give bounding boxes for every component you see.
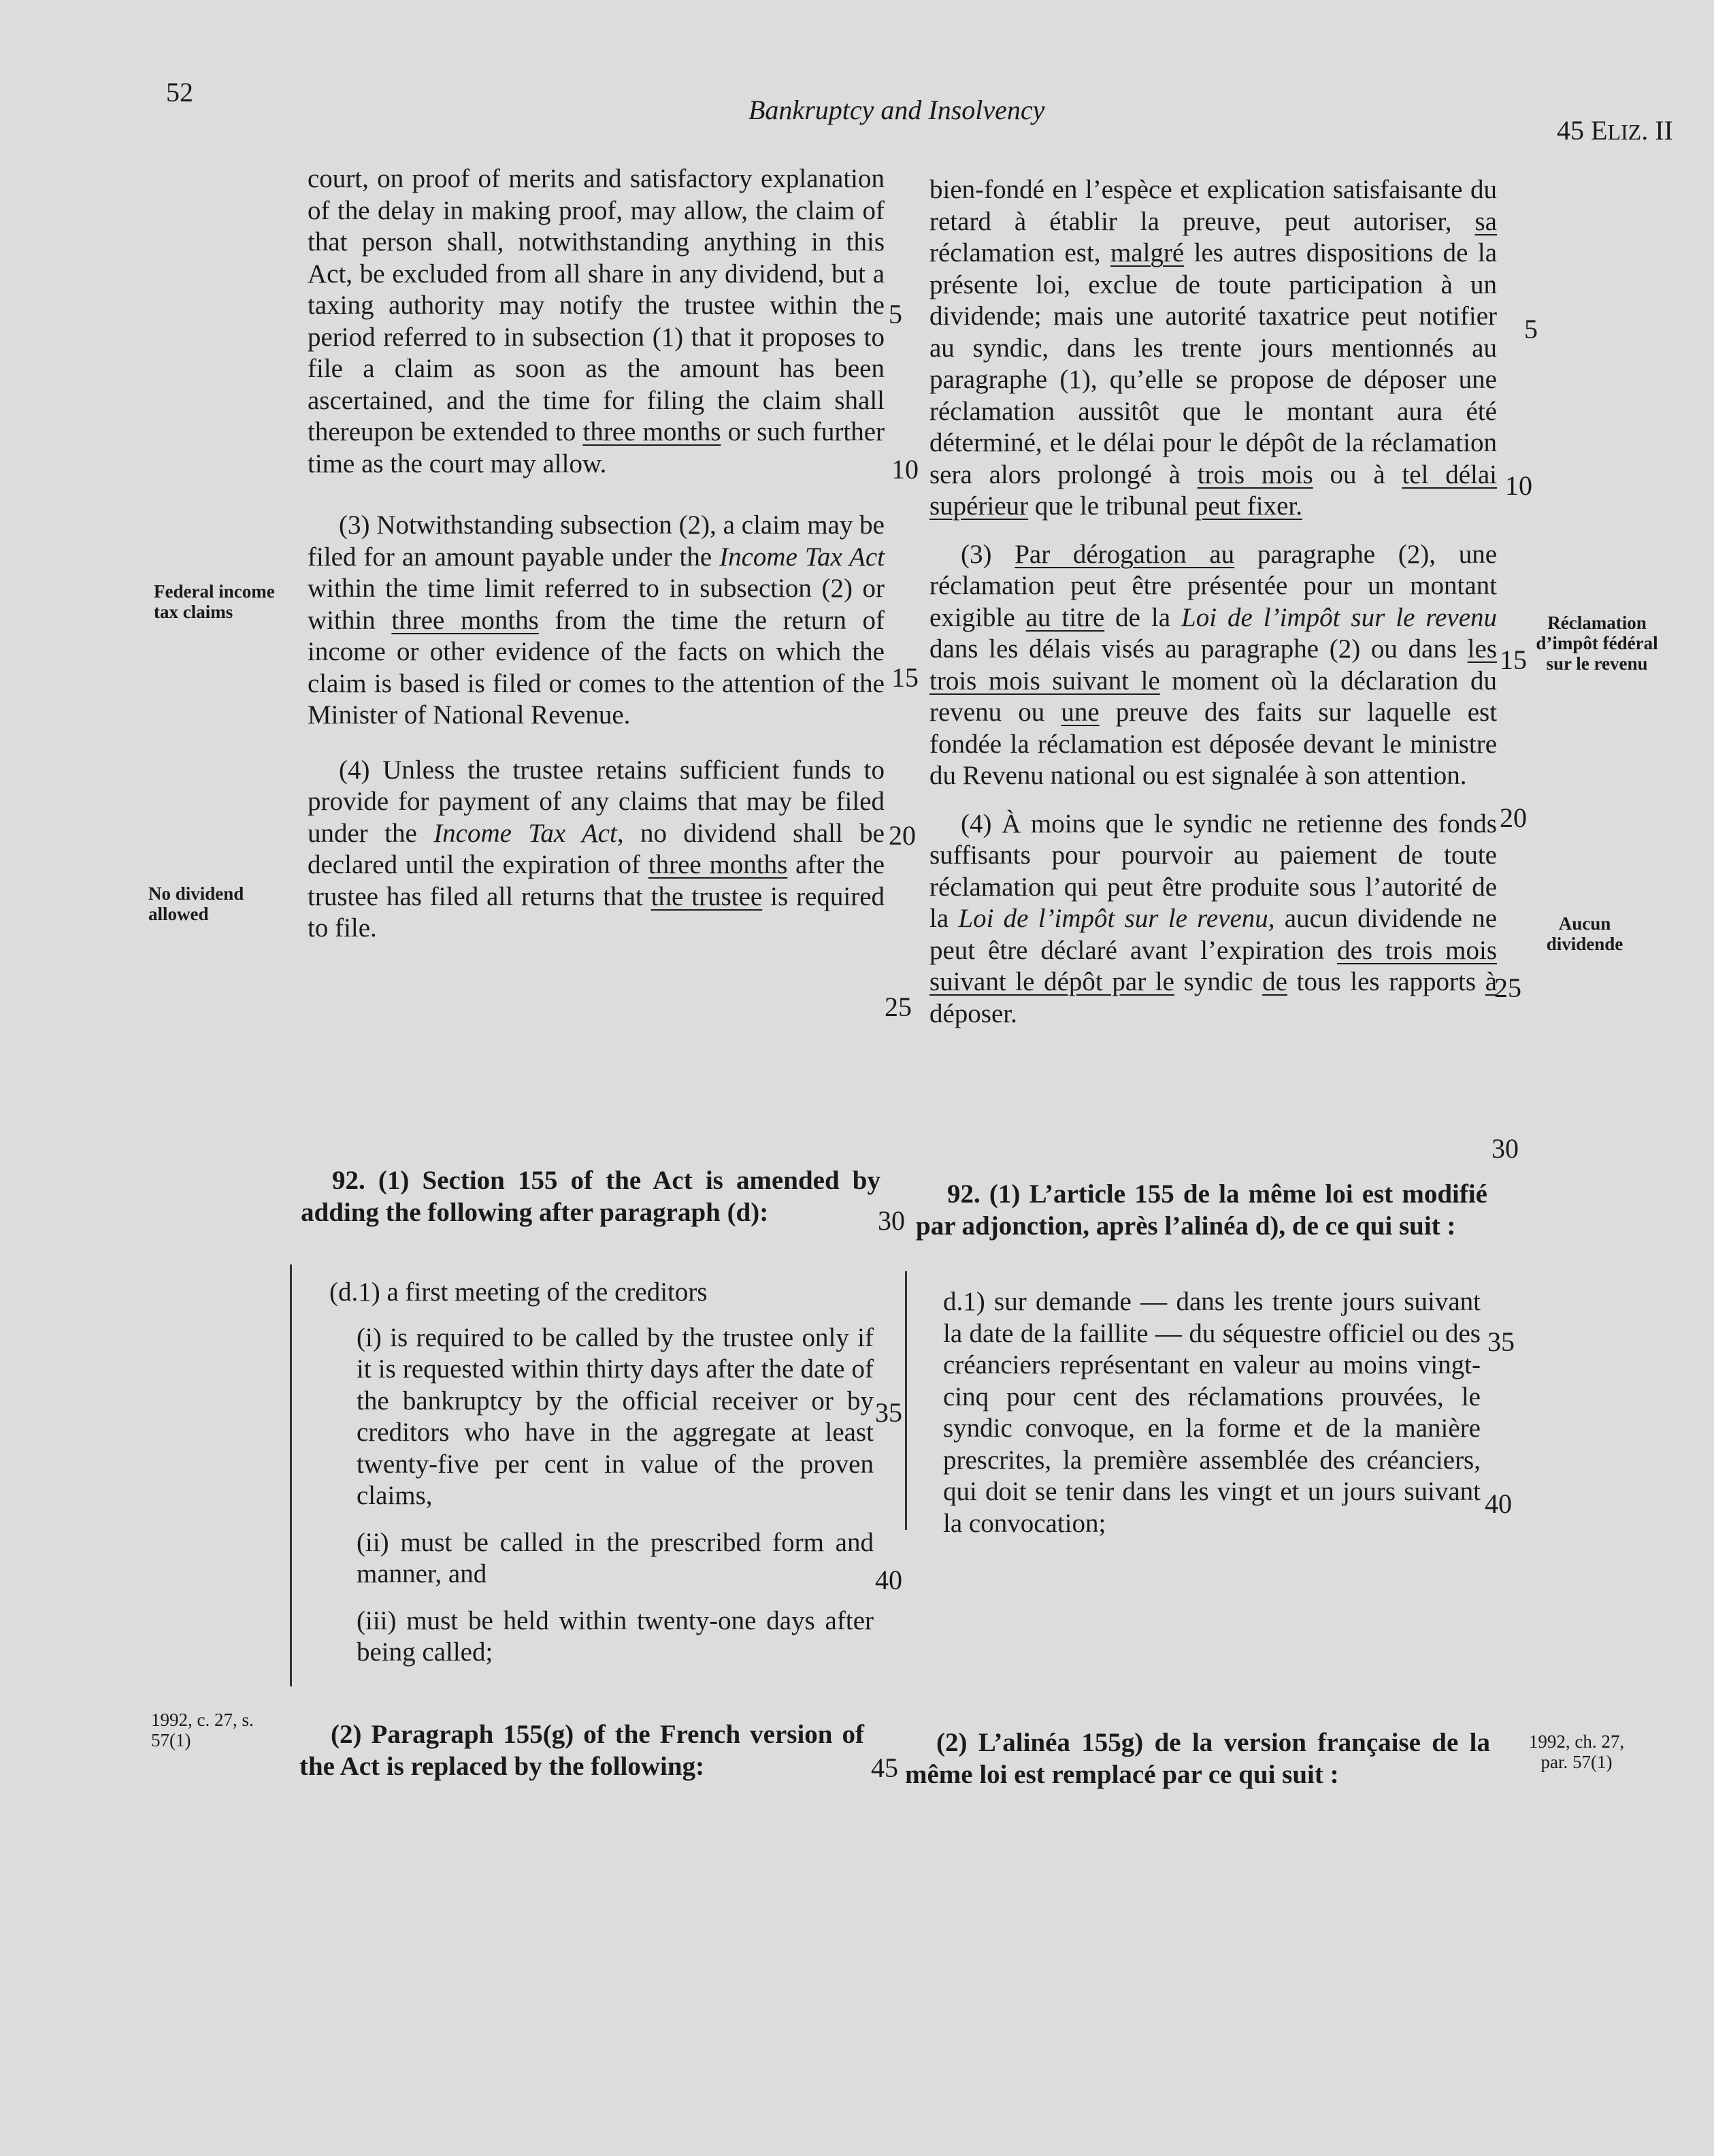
line-number-left: 30 <box>878 1205 905 1236</box>
en-paragraph-d1 <box>329 1277 874 1669</box>
en-subsection-4: (4) Unless the trustee retains sufficient funds to provide for payment of any claims that may be filed under the Income Tax Act, no dividend shall be declared until the expiration of three months after the trustee has filed all returns that the trustee is required to file. <box>308 755 885 943</box>
line-number-left: 25 <box>885 992 912 1022</box>
margin-note-citation-en: 1992, c. 27, s. 57(1) <box>151 1710 254 1750</box>
running-title: Bankruptcy and Insolvency <box>748 95 1045 125</box>
en-d1-label: (d.1) a first meeting of the creditors <box>329 1277 708 1307</box>
line-number-right: 10 <box>1505 470 1532 501</box>
line-number-left: 20 <box>889 820 916 851</box>
en-paragraph-continuation: court, on proof of merits and satisfactory explanation of the delay in making proof, may allow, the claim of that person shall, notwithstanding anything in this Act, be excluded from all share in any dividend, but a taxing authority may notify the trustee within the period referred to in subsection (1) that it proposes to file a claim as soon as the amount has been ascertained, and the time for filing the claim shall thereupon be extended to three months or such further time as the court may allow. <box>308 164 885 478</box>
page-number: 52 <box>166 77 193 108</box>
margin-note-aucun-dividende: Aucun dividende <box>1546 913 1624 954</box>
fr-subsection-4: (4) À moins que le syndic ne retienne des fonds suffisants pour pourvoir au paiement de toute réclamation qui peut être produite sous l’autorité de la Loi de l’impôt sur le revenu, aucun dividende ne peut être déclaré avant l’expiration des trois mois suivant le dépôt par le syndic de tous les rapports à déposer. <box>929 808 1498 1028</box>
line-number-left: 40 <box>875 1565 902 1595</box>
en-d1-ii: (ii) must be called in the prescribed form and manner, and <box>357 1527 874 1588</box>
line-number-left: 45 <box>871 1752 898 1783</box>
fr-paragraph-continuation: bien-fondé en l’espèce et explication satisfaisante du retard à établir la preuve, peut autoriser, sa réclamation est, malgré les autres dispositions de la présente loi, exclue de toute participation à un dividende; mais une autorité taxatrice peut notifier au syndic, dans les trente jours mentionnés au paragraphe (1), qu’elle se propose de déposer une réclamation aussitôt que le montant aura été déterminé, et le délai pour le dépôt de la réclamation sera alors prolongé à trois mois ou à tel délai supérieur que le tribunal peut fixer. <box>929 175 1498 521</box>
line-number-left: 5 <box>889 299 902 329</box>
amendment-bar-fr <box>905 1271 907 1530</box>
line-number-right: 15 <box>1500 644 1527 675</box>
margin-note-reclamation-impot-federal: Réclamation d’impôt fédéral sur le revenu <box>1536 612 1658 674</box>
french-column <box>929 174 1497 1030</box>
en-section-92-2: (2) Paragraph 155(g) of the French version of the Act is replaced by the following: <box>299 1720 864 1781</box>
line-number-right: 40 <box>1485 1488 1512 1519</box>
line-number-left: 10 <box>891 454 919 485</box>
en-d1-iii: (iii) must be held within twenty-one days after being called; <box>357 1605 874 1667</box>
amendment-bar-en <box>290 1264 292 1686</box>
line-number-right: 30 <box>1491 1133 1519 1164</box>
line-number-right: 5 <box>1524 314 1538 344</box>
margin-note-no-dividend-allowed: No dividend allowed <box>148 883 244 924</box>
fr-paragraph-d1: d.1) sur demande — dans les trente jours suivant la date de la faillite — du séquestre officiel ou des créanciers représentant en valeur au moins vingt-cinq pour cent des réclamations prouvées, le syndic convoque, en la forme et de la manière prescrites, la première assemblée des créanciers, qui doit se tenir dans les vingt et un jours suivant la convocation; <box>943 1287 1481 1538</box>
line-number-right: 20 <box>1500 802 1527 833</box>
en-d1-i: (i) is required to be called by the trustee only if it is requested within thirty days after the date of the bankruptcy by the official receiver or by creditors who have in the aggregate at least twenty-five per cent in value of the proven claims, <box>357 1322 874 1510</box>
fr-section-92-heading: 92. (1) L’article 155 de la même loi est modifié par adjonction, après l’alinéa d), de ce qui suit : <box>916 1179 1487 1241</box>
line-number-left: 35 <box>875 1397 902 1428</box>
fr-subsection-3: (3) Par dérogation au paragraphe (2), une réclamation peut être présentée pour un montant exigible au titre de la Loi de l’impôt sur le revenu dans les délais visés au paragraphe (2) ou dans les trois mois suivant le moment où la déclaration du revenu ou une preuve des faits sur laquelle est fondée la réclamation est déposée devant le ministre du Revenu national ou est signalée à son attention. <box>929 539 1498 790</box>
line-number-right: 25 <box>1494 973 1521 1003</box>
margin-note-citation-fr: 1992, ch. 27, par. 57(1) <box>1528 1731 1625 1772</box>
margin-note-federal-income-tax-claims: Federal income tax claims <box>154 581 275 622</box>
line-number-left: 15 <box>891 662 919 693</box>
en-section-92-heading: 92. (1) Section 155 of the Act is amended by adding the following after paragraph (d): <box>301 1166 880 1227</box>
line-number-right: 35 <box>1487 1326 1515 1357</box>
regnal-year: 45 ELIZ. II <box>1557 115 1673 146</box>
en-subsection-3: (3) Notwithstanding subsection (2), a claim may be filed for an amount payable under the Income Tax Act within the time limit referred to in subsection (2) or within three months from the time the return of income or other evidence of the facts on which the claim is based is filed or comes to the attention of the Minister of National Revenue. <box>308 510 885 730</box>
english-column <box>308 163 885 945</box>
fr-section-92-2: (2) L’alinéa 155g) de la version française de la même loi est remplacé par ce qui suit : <box>905 1728 1490 1789</box>
